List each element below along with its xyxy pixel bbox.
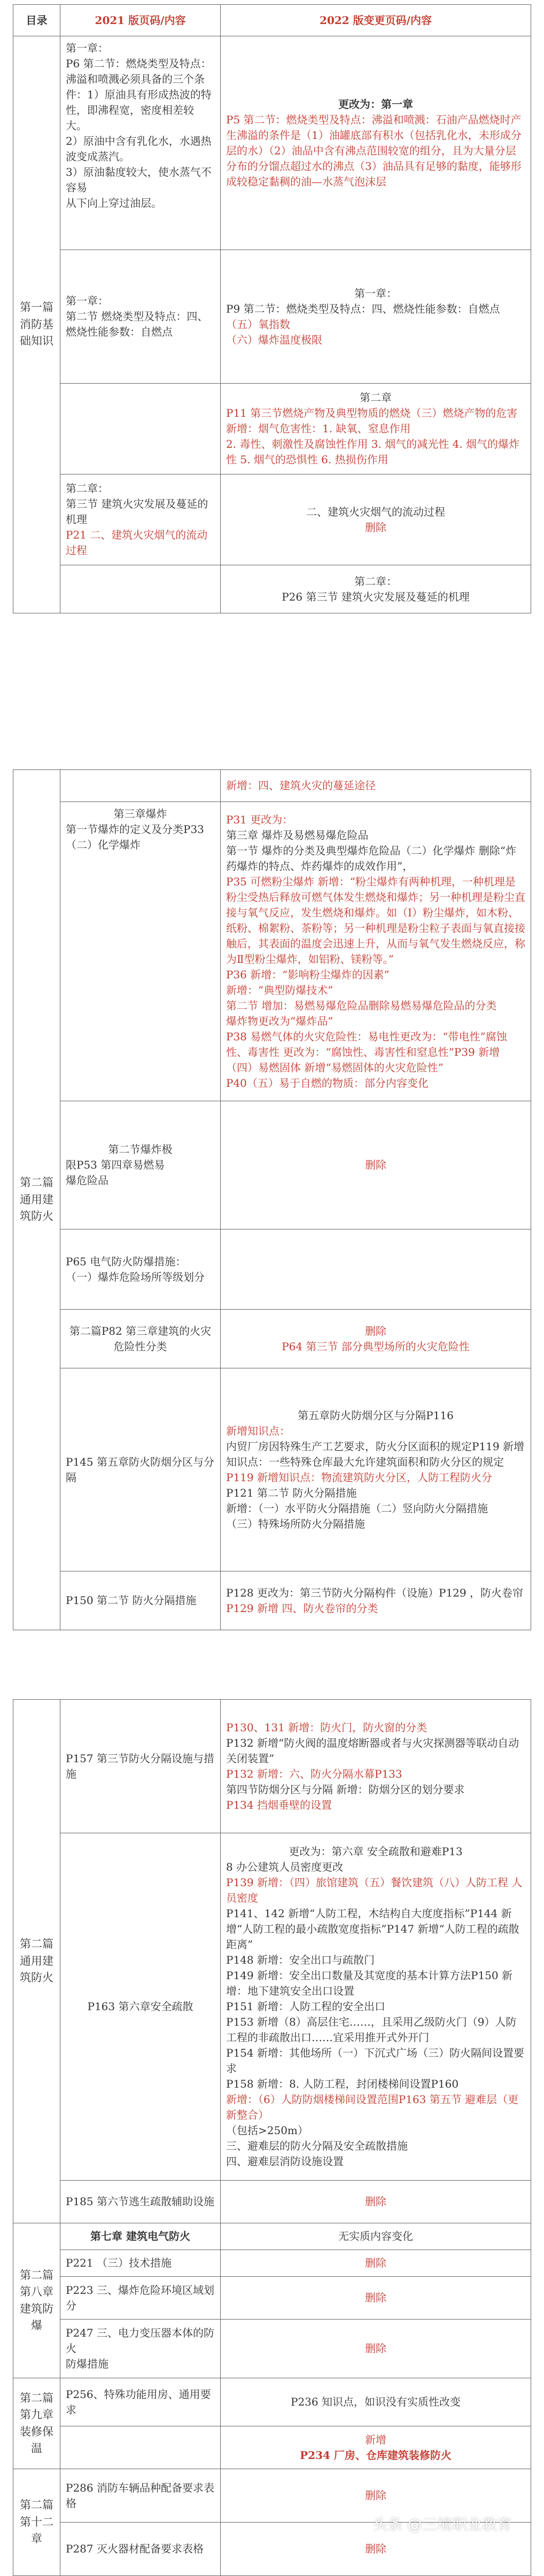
text: P26 第三节 建筑火灾发展及蔓延的机理 xyxy=(282,590,470,603)
text: 第二节 燃烧类型及特点：四、燃烧性能参数：自燃点 xyxy=(66,310,208,338)
new-cell: 删除 xyxy=(221,2523,531,2576)
table-row xyxy=(13,565,531,613)
text: P158 新增：8. 人防工程，封闭楼梯间设置P160 xyxy=(226,2077,459,2090)
new-cell xyxy=(221,1368,531,1571)
text: P151 新增：人防工程的安全出口 xyxy=(226,2000,385,2013)
old-cell xyxy=(60,802,221,1101)
table-page-2 xyxy=(13,769,531,1630)
text: P154 新增：其他场所（一）下沉式广场（三）防火隔间设置要求 xyxy=(226,2046,524,2075)
text: 新增：“典型防爆技术” xyxy=(226,983,333,997)
text: 第二章： xyxy=(66,482,108,495)
new-cell xyxy=(221,802,531,1101)
text: 新增 xyxy=(365,2433,386,2446)
old-cell xyxy=(60,1101,221,1229)
old-cell: P221 （三）技术措施 xyxy=(60,2250,221,2277)
old-cell: P185 第六节逃生疏散辅助设施 xyxy=(60,2181,221,2223)
category-cell: 第二篇第十二章 xyxy=(13,2469,60,2576)
old-cell: P157 第三节防火分隔设施与措施 xyxy=(60,1700,221,1833)
text: 四、避难层消防设施设置 xyxy=(226,2155,344,2168)
old-cell xyxy=(60,1229,221,1310)
text: 新增：（6）人防防烟楼梯间设置范围P163 第五节 避难层（更新整合） xyxy=(226,2093,519,2121)
table-row xyxy=(13,1229,531,1310)
text: P139 新增：（四）旅馆建筑（五）餐饮建筑（八）人防工程 人员密度 xyxy=(226,1876,523,1904)
old-cell xyxy=(60,250,221,384)
text: 第二节 增加：易燃易爆危险品删除易燃易爆危险品的分类 xyxy=(226,999,497,1012)
text: 第一章： xyxy=(66,42,108,55)
text: P130、131 新增：防火门，防火窗的分类 xyxy=(226,1721,428,1734)
table-row xyxy=(13,2277,531,2320)
text: P64 第三节 部分典型场所的火灾危险性 xyxy=(282,1340,470,1353)
text: P141、142 新增“人防工程，木结构自大度度指标”P144 新增“人防工程的最小疏散宽度指标”P147 新增“人防工程的疏散距离” xyxy=(226,1907,519,1951)
new-cell xyxy=(221,250,531,384)
old-cell xyxy=(60,36,221,250)
text: P148 新增：安全出口与疏散门 xyxy=(226,1954,375,1966)
comparison-table-2 xyxy=(13,769,531,1630)
text: 三、避难层的防火分隔及安全疏散措施 xyxy=(226,2139,408,2152)
table-row xyxy=(13,1571,531,1630)
text: P31 更改为： xyxy=(226,813,293,826)
text: 第一章： xyxy=(66,294,108,307)
comparison-table-1 xyxy=(13,4,531,613)
text: P128 更改为：第三节防火分隔构件（设施）P129 ，防火卷帘 xyxy=(226,1586,523,1599)
text: 从下向上穿过油层。 xyxy=(66,197,162,209)
text: P5 第二节：燃烧类型及特点：沸溢和喷溅：石油产品燃烧时产生沸溢的条件是（1）油罐底部有积水（包括乳化水，未形成分层的水）（2）油品中含有沸点范围较宽的组分，且为大量分层分布的分馏点超过水的沸点（3）油品具有足够的黏度，能够形成较稳定黏稠的油—水蒸气泡沫层 xyxy=(226,113,522,188)
text: 第二章 xyxy=(360,391,392,404)
text: 防爆措施 xyxy=(66,2357,108,2370)
text: P40（五）易于自燃的物质：部分内容变化 xyxy=(226,1076,429,1089)
text: 内贸厂房因特殊生产工艺要求，防火分区面积的规定P119 新增知识点：一些特殊仓库最大允许建筑面积和防火分区的规定 xyxy=(226,1439,524,1468)
new-cell xyxy=(221,36,531,250)
new-cell xyxy=(221,1700,531,1833)
text: P129 新增 四、防火卷帘的分类 xyxy=(226,1601,378,1615)
text: 8 办公建筑人员密度更改 xyxy=(226,1861,344,1873)
text: 限P53 第四章易燃易 xyxy=(66,1158,165,1171)
text: P35 可燃粉尘爆炸 新增：“粉尘爆炸有两种机理，一种机理是粉尘受热后释放可燃气体发生燃烧和爆炸；另一种机理是粉尘直接与氧气反应，发生燃烧和爆炸。如（I）粉尘爆炸，如木粉、纸粉、棉絮粉、茶粉等；另一种机理是粉尘粒子表面与氧直接接触后，其表面的温度会迅速上升，从而与氧气发生燃烧反应，称为Ⅱ型粉尘爆炸，如铝粉、镁粉等。” xyxy=(226,875,525,966)
text: 二、建筑火灾烟气的流动过程 xyxy=(306,505,445,518)
text: （六）爆炸温度极限 xyxy=(226,333,322,346)
table-row xyxy=(13,2181,531,2223)
watermark: 头条 @三境职业教育 xyxy=(372,2516,512,2533)
text: 更改为：第六章 安全疏散和避难P13 xyxy=(289,1845,463,1858)
new-cell: 无实质内容变化 xyxy=(221,2223,531,2250)
text: P65 电气防火防爆措施： xyxy=(66,1255,186,1268)
text: 新增知识点： xyxy=(226,1424,290,1437)
table-row xyxy=(13,384,531,474)
header-catalog: 目录 xyxy=(13,5,60,36)
category-cell: 第二篇通用建筑防火 xyxy=(13,1700,60,2223)
text: 第一节爆炸的定义及分类P33（二）化学爆炸 xyxy=(66,823,204,851)
table-row xyxy=(13,474,531,565)
text: 3）原油黏度较大，使水蒸气不容易 xyxy=(66,166,212,194)
text: 第五章防火防烟分区与分隔P116 xyxy=(298,1408,454,1422)
new-cell xyxy=(221,384,531,474)
new-cell xyxy=(221,1833,531,2181)
text: P21 二、建筑火灾烟气的流动过程 xyxy=(66,528,208,557)
text: （包括>250m） xyxy=(226,2124,308,2137)
text: 第一章： xyxy=(354,286,397,300)
text: 新增：（一）水平防火分隔措施（二）竖向防火分隔措施 xyxy=(226,1501,488,1515)
table-row xyxy=(13,2223,531,2250)
new-cell: P236 知识点，如识没有实质性改变 xyxy=(221,2378,531,2426)
text: P9 第二节：燃烧类型及特点：四、燃烧性能参数：自燃点 xyxy=(226,302,500,315)
text: 第一节 爆炸的分类及典型爆炸危险品（二）化学爆炸 删除“炸药爆炸的特点、炸药爆炸的成效作用”， xyxy=(226,844,516,873)
text: P132 新增：六、防火分隔水幕P133 xyxy=(226,1767,402,1780)
text: 第二节爆炸极 xyxy=(108,1143,173,1156)
new-cell xyxy=(221,1229,531,1310)
old-cell: P150 第二节 防火分隔措施 xyxy=(60,1571,221,1630)
header-2022: 2022 版变更页码/内容 xyxy=(221,5,531,36)
table-row xyxy=(13,250,531,384)
text: 第四节防烟分区与分隔 新增：防烟分区的划分要求 xyxy=(226,1783,465,1796)
table-row xyxy=(13,1368,531,1571)
new-cell xyxy=(221,1571,531,1630)
text: P6 第二节：燃烧类型及特点：沸溢和喷溅必须具备的三个条件：1）原油具有形成热波的特性，即沸程宽，密度相差较大。 xyxy=(66,57,212,132)
new-cell: 删除 xyxy=(221,2181,531,2223)
category-cell: 第二篇通用建筑防火 xyxy=(13,770,60,1630)
new-cell: 删除 xyxy=(221,2277,531,2320)
text: P234 厂房、仓库建筑装修防火 xyxy=(300,2448,452,2462)
text: P38 易燃气体的火灾危险性：易电性更改为：“带电性”腐蚀性、毒害性 更改为：“腐蚀性、毒害性和窒息性”P39 新增（四）易燃固体 新增“易燃固体的火灾危险性” xyxy=(226,1030,507,1074)
header-row xyxy=(13,5,531,36)
old-cell: 第七章 建筑电气防火 xyxy=(60,2223,221,2250)
table-row xyxy=(13,2426,531,2469)
table-row xyxy=(13,802,531,1101)
category-cell: 第二篇第九章装修保温 xyxy=(13,2378,60,2469)
text: 第二章： xyxy=(354,574,397,588)
text: 第三节 建筑火灾发展及蔓延的机理 xyxy=(66,497,208,526)
new-cell: 删除 xyxy=(221,2320,531,2378)
text: P121 第二节 防火分隔措施 xyxy=(226,1486,357,1499)
old-cell xyxy=(60,770,221,802)
old-cell: P163 第六章安全疏散 xyxy=(60,1833,221,2181)
table-page-1 xyxy=(13,4,531,613)
text: 更改为：第一章 xyxy=(338,97,413,111)
table-row xyxy=(13,1101,531,1229)
old-cell xyxy=(60,2320,221,2378)
table-row xyxy=(13,1310,531,1368)
text: P247 三、电力变压器本体的防火 xyxy=(66,2326,214,2355)
text: P132 新增“防火阀的温度熔断器或者与火灾探测器等联动自动关闭装置” xyxy=(226,1736,519,1765)
category-cell: 第二篇第八章建筑防爆 xyxy=(13,2223,60,2378)
old-cell xyxy=(60,474,221,565)
table-row xyxy=(13,1833,531,2181)
old-cell xyxy=(60,2426,221,2469)
text: 第三章 爆炸及易燃易爆危险品 xyxy=(226,828,369,842)
category-cell: 第一篇消防基础知识 xyxy=(13,36,60,613)
old-cell: P287 灭火器材配备要求表格 xyxy=(60,2523,221,2576)
table-row xyxy=(13,36,531,250)
table-row xyxy=(13,770,531,802)
new-cell xyxy=(221,1310,531,1368)
text: 删除 xyxy=(365,1324,386,1337)
new-cell xyxy=(221,2426,531,2469)
comparison-table-3 xyxy=(13,1699,531,2576)
old-cell: P145 第五章防火防烟分区与分隔 xyxy=(60,1368,221,1571)
old-cell: P286 消防车辆品种配备要求表格 xyxy=(60,2469,221,2523)
text: P134 挡烟垂壁的设置 xyxy=(226,1798,332,1811)
new-cell: 删除 xyxy=(221,2469,531,2523)
table-row xyxy=(13,2250,531,2277)
text: （五）氧指数 xyxy=(226,317,290,331)
text: 爆危险品 xyxy=(66,1174,108,1187)
text: P36 新增：“影响粉尘爆炸的因素” xyxy=(226,968,390,981)
header-2021: 2021 版页码/内容 xyxy=(60,5,221,36)
table-row xyxy=(13,2320,531,2378)
new-cell xyxy=(221,474,531,565)
text: 删除 xyxy=(365,520,386,534)
text: 2）原油中含有乳化水，水遇热波变成蒸汽。 xyxy=(66,135,212,163)
table-row xyxy=(13,1700,531,1833)
old-cell: P256、特殊功能用房、通用要求 xyxy=(60,2378,221,2426)
table-page-3 xyxy=(13,1699,531,2576)
text: 爆炸物更改为“爆炸品” xyxy=(226,1014,333,1028)
table-row xyxy=(13,2378,531,2426)
text: P153 新增（8）高层住宅……，且采用乙级防火门（9）人防工程的非疏散出口……宜采用推开式外开门 xyxy=(226,2015,517,2044)
old-cell xyxy=(60,565,221,613)
text: （一）爆炸危险场所等级划分 xyxy=(66,1270,205,1283)
old-cell: 第二篇P82 第三章建筑的火灾危险性分类 xyxy=(60,1310,221,1368)
text: （三）特殊场所防火分隔措施 xyxy=(226,1517,365,1530)
new-cell: 新增：四、建筑火灾的蔓延途径 xyxy=(221,770,531,802)
new-cell: 删除 xyxy=(221,2250,531,2277)
text: 第三章爆炸 xyxy=(113,807,167,820)
old-cell: P223 三、爆炸危险环境区域划分 xyxy=(60,2277,221,2320)
text: 2. 毒性、刺激性及腐蚀性作用 3. 烟气的减光性 4. 烟气的爆炸性 5. 烟气的恐惧性 6. 热损伤作用 xyxy=(226,438,520,466)
text: P11 第三节燃烧产物及典型物质的燃烧（三）燃烧产物的危害新增：烟气危害性：1. 缺氧、窒息作用 xyxy=(226,407,518,435)
new-cell: 删除 xyxy=(221,1101,531,1229)
new-cell xyxy=(221,565,531,613)
text: P119 新增知识点：物流建筑防火分区，人防工程防火分 xyxy=(226,1470,492,1484)
old-cell xyxy=(60,384,221,474)
text: P149 新增：安全出口数量及其宽度的基本计算方法P150 新增：地下建筑安全出口设置 xyxy=(226,1969,512,1997)
